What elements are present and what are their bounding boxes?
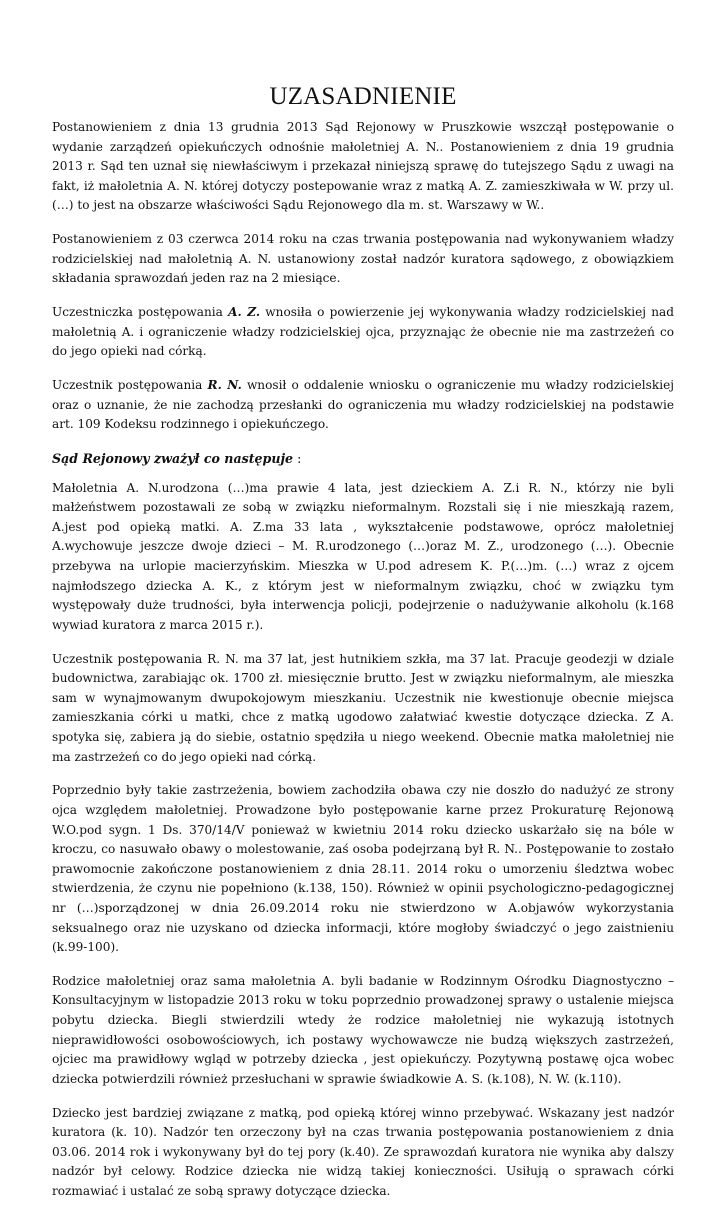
paragraph-text: wnosiła o powierzenie jej wykonywania władzy rodzicielskiej nad małoletnią A. i ograniczenie władzy rodzicielskiej ojca, przyznając że obecnie nie ma zastrzeżeń co do jego opieki nad córką. — [52, 305, 674, 359]
paragraph-finding-father: Uczestnik postępowania R. N. ma 37 lat, jest hutnikiem szkła, ma 37 lat. Pracuje geodezji w dziale budownictwa, zarabiając ok. 1700 zł. miesięcznie brutto. Jest w związku nieformalnym, ale mieszka sam w wynajmowanym dwupokojowym mieszkaniu. Uczestnik nie kwestionuje obecnie miejsca zamieszkania córki u matki, chce z matką ugodowo załatwiać kwestie dotyczące dziecka. Z A. spotyka się, zabiera ją do siebie, ostatnio spędziła u niego weekend. Obecnie matka małoletniej nie ma zastrzeżeń co do jego opieki nad córką. — [52, 651, 674, 764]
paragraph-finding-diagnostics: Rodzice małoletniej oraz sama małoletnia A. byli badanie w Rodzinnym Ośrodku Diagnostyczno – Konsultacyjnym w listopadzie 2013 roku w toku poprzednio prowadzonej sprawy o ustalenie miejsca pobytu dziecka. Biegli stwierdzili wtedy że rodzice małoletniej nie wykazują istotnych nieprawidłowości osobowościowych, ich postawy wychowawcze nie budzą większych zastrzeżeń, ojciec ma prawidłowy wgląd w potrzeby dziecka , jest opiekuńczy. Pozytywną postawę ojca wobec dziecka potwierdzili również przesłuchani w sprawie świadkowie A. S. (k.108), N. W. (k.110). — [52, 973, 674, 1086]
section-heading-text: Sąd Rejonowy zważył co następuje — [52, 451, 294, 467]
paragraph-text: wnosił o oddalenie wniosku o ograniczenie mu władzy rodzicielskiej oraz o uznanie, że nie zachodzą przesłanki do ograniczenia mu władzy rodzicielskiej na podstawie art. 109 Kodeksu rodzinnego i opiekuńczego. — [52, 378, 674, 432]
paragraph-finding-conclusion: Dziecko jest bardziej związane z matką, pod opieką której winno przebywać. Wskazany jest nadzór kuratora (k. 10). Nadzór ten orzeczony był na czas trwania postępowania postanowieniem z dnia 03.06. 2014 rok i wykonywany był do tej pory (k.40). Ze sprawozdań kuratora nie wynika aby dalszy nadzór był celowy. Rodzice dziecka nie widzą takiej konieczności. Usiłują o sprawach córki rozmawiać i ustalać ze sobą sprawy dotyczące dziecka. — [52, 1105, 674, 1198]
section-heading-colon: : — [293, 451, 302, 467]
paragraph-participant-mother — [52, 303, 674, 362]
section-heading — [52, 449, 674, 469]
paragraph-text: Uczestniczka postępowania — [52, 305, 229, 320]
document-page — [52, 82, 674, 1216]
paragraph-curator-supervision: Postanowieniem z 03 czerwca 2014 roku na czas trwania postępowania nad wykonywaniem władzy rodzicielskiej nad małoletnią A. N. ustanowiony został nadzór kuratora sądowego, z obowiązkiem składania sprawozdań jeden raz na 2 miesiące. — [52, 232, 674, 286]
paragraph-text: Uczestnik postępowania — [52, 378, 208, 393]
paragraph-finding-prior-concerns: Poprzednio były takie zastrzeżenia, bowiem zachodziła obawa czy nie doszło do nadużyć ze strony ojca względem małoletniej. Prowadzone było postępowanie karne przez Prokuraturę Rejonową W.O.pod sygn. 1 Ds. 370/14/V ponieważ w kwietniu 2014 roku dziecko uskarżało się na bóle w kroczu, co nasuwało obawy o molestowanie, zaś osoba podejrzaną był R. N.. Postępowanie to zostało prawomocnie zakończone postanowieniem z dnia 28.11. 2014 roku o umorzeniu śledztwa wobec stwierdzenia, że czynu nie popełniono (k.138, 150). Również w opinii psychologiczno-pedagogicznej nr (…)sporządzonej w dnia 26.09.2014 roku nie stwierdzono w A.objawów wykorzystania seksualnego oraz nie uzyskano od dziecka informacji, które mogłoby świadczyć o jego zaistnieniu (k.99-100). — [52, 783, 674, 955]
document-title: UZASADNIENIE — [269, 83, 457, 110]
participant-name: A. Z. — [228, 305, 261, 320]
paragraph-finding-child: Małoletnia A. N.urodzona (…)ma prawie 4 lata, jest dzieckiem A. Z.i R. N., którzy nie byli małżeństwem pozostawali ze sobą w związku nieformalnym. Rozstali się i nie mieszkają razem, A.jest pod opieką matki. A. Z.ma 33 lata , wykształcenie podstawowe, oprócz małoletniej A.wychowuje jeszcze dwoje dzieci – M. R.urodzonego (…)oraz M. Z., urodzonego (…). Obecnie przebywa na urlopie macierzyńskim. Mieszka w U.pod adresem K. P.(…)m. (…) wraz z ojcem najmłodszego dziecka A. K., z którym jest w nieformalnym związku, choć w związku tym występowały duże trudności, była interwencja policji, podejrzenie o nadużywanie alkoholu (k.168 wywiad kuratora z marca 2015 r.). — [52, 480, 674, 632]
paragraph-participant-father — [52, 376, 674, 435]
participant-name: R. N. — [207, 378, 242, 393]
paragraph-proceedings-start: Postanowieniem z dnia 13 grudnia 2013 Sąd Rejonowy w Pruszkowie wszczął postępowanie o wydanie zarządzeń opiekuńczych odnośnie małoletniej A. N.. Postanowieniem z dnia 19 grudnia 2013 r. Sąd ten uznał się niewłaściwym i przekazał niniejszą sprawę do tutejszego Sądu z uwagi na fakt, iż małoletnia A. N. której dotyczy postepowanie wraz z matką A. Z. zamieszkiwała w W. przy ul. (…) to jest na obszarze właściwości Sądu Rejonowego dla m. st. Warszawy w W.. — [52, 120, 674, 213]
